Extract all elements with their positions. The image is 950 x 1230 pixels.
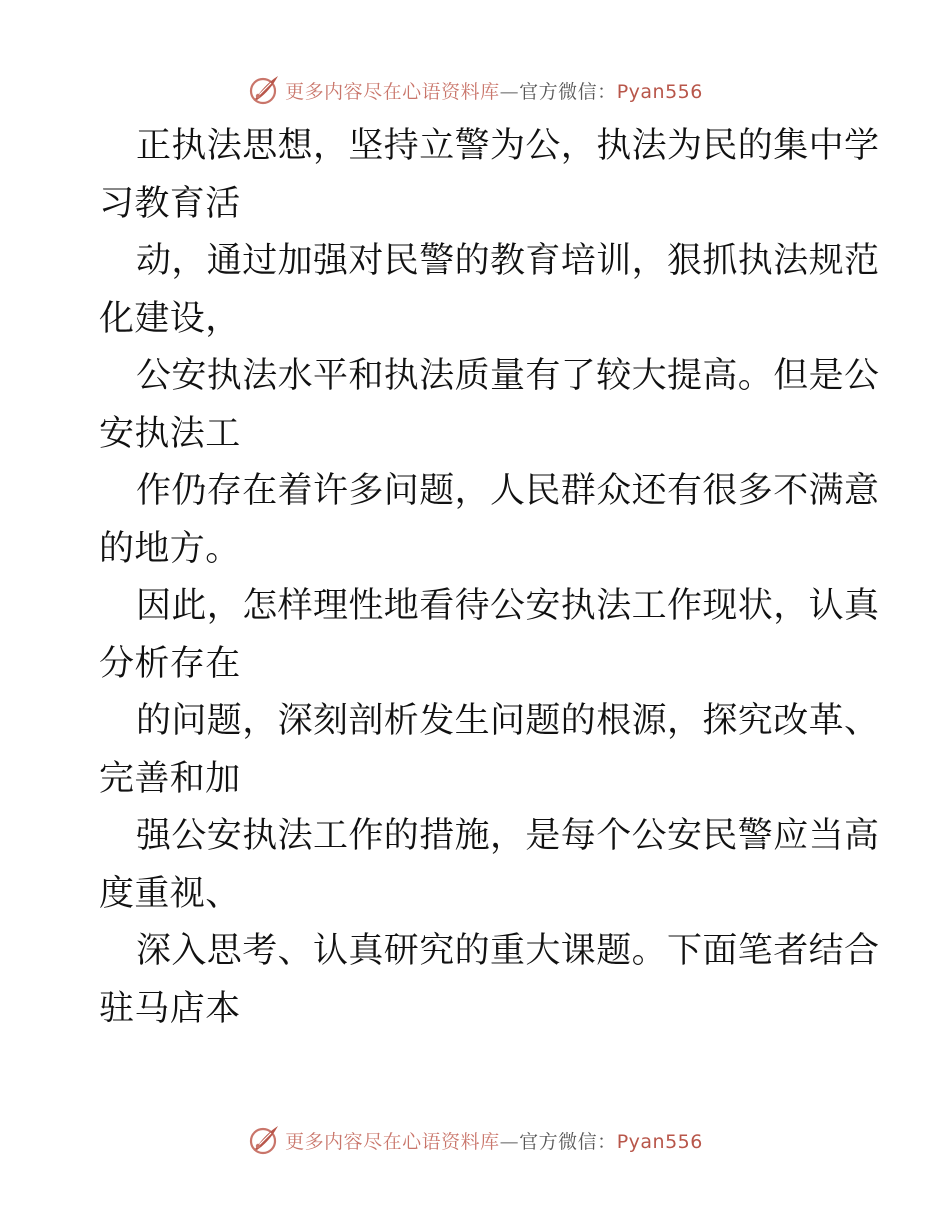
text-line: 公安执法水平和执法质量有了较大提高。但是公 xyxy=(136,356,880,396)
watermark-wechat-id: Pyan556 xyxy=(616,80,703,103)
text-line: 安执法工 xyxy=(99,413,241,454)
footer-watermark xyxy=(0,1120,950,1160)
text-line: 习教育活 xyxy=(99,183,241,224)
watermark-official-label: 官方微信： xyxy=(519,1130,617,1153)
text-line: 度重视、 xyxy=(99,873,241,914)
text-line: 驻马店本 xyxy=(99,988,241,1029)
text-line: 的问题，深刻剖析发生问题的根源，探究改革、 xyxy=(136,701,880,741)
text-line: 完善和加 xyxy=(99,758,241,799)
feather-pen-logo-icon xyxy=(247,1123,281,1157)
text-line: 深入思考、认真研究的重大课题。下面笔者结合 xyxy=(136,931,880,971)
text-line: 强公安执法工作的措施，是每个公安民警应当高 xyxy=(136,816,880,856)
text-line: 的地方。 xyxy=(99,528,241,569)
watermark-text xyxy=(285,1127,703,1154)
text-line: 作仍存在着许多问题，人民群众还有很多不满意 xyxy=(136,471,880,511)
watermark-dash: — xyxy=(499,80,520,103)
watermark-dash: — xyxy=(499,1130,520,1153)
text-line: 正执法思想，坚持立警为公，执法为民的集中学 xyxy=(136,126,880,166)
text-line: 化建设， xyxy=(99,298,241,339)
text-line: 动，通过加强对民警的教育培训，狠抓执法规范 xyxy=(136,241,880,281)
watermark-brand: 更多内容尽在心语资料库 xyxy=(285,1130,500,1153)
text-line: 分析存在 xyxy=(99,643,241,684)
header-watermark xyxy=(0,70,950,110)
feather-pen-logo-icon xyxy=(247,73,281,107)
document-body xyxy=(99,118,880,1038)
watermark-brand: 更多内容尽在心语资料库 xyxy=(285,80,500,103)
text-line: 因此，怎样理性地看待公安执法工作现状，认真 xyxy=(136,586,880,626)
watermark-text xyxy=(285,77,703,104)
watermark-wechat-id: Pyan556 xyxy=(616,1130,703,1153)
watermark-official-label: 官方微信： xyxy=(519,80,617,103)
